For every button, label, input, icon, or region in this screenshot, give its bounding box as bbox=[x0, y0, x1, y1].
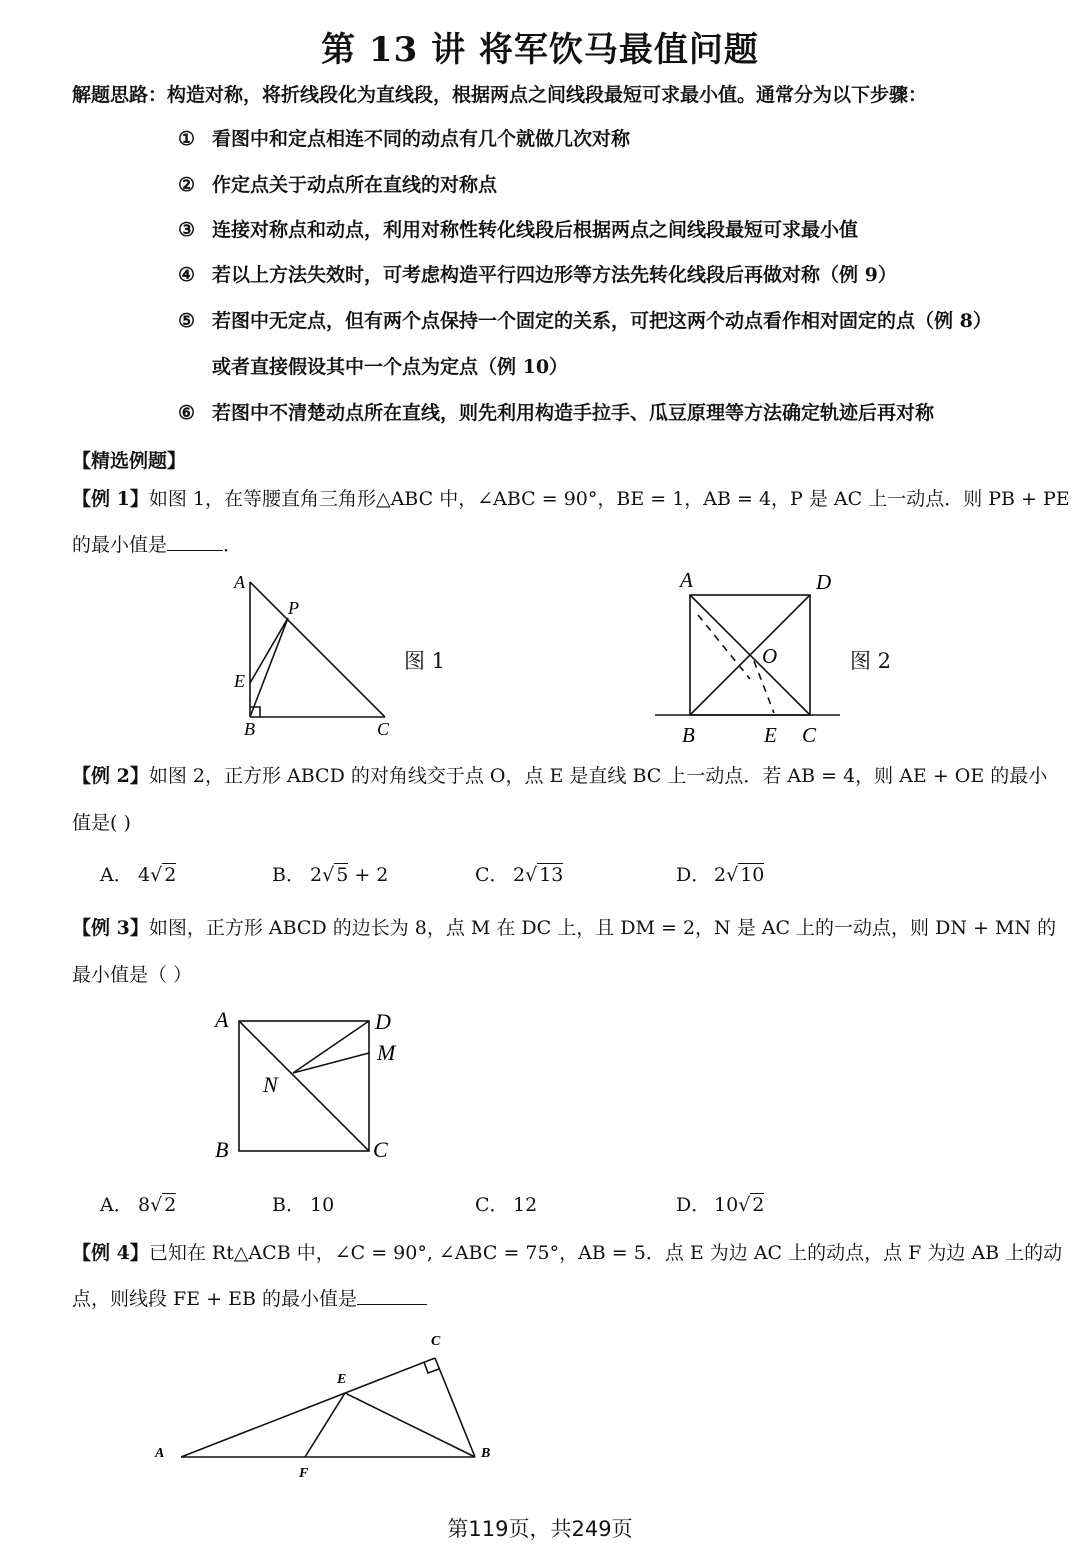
option-letter: D． bbox=[676, 864, 711, 886]
section-title: 【精选例题】 bbox=[72, 450, 187, 472]
figure-2-caption: 图 2 bbox=[850, 649, 892, 673]
option-tail: + 2 bbox=[348, 864, 389, 886]
step-2 bbox=[178, 170, 497, 197]
option-b[interactable]: B． 2√ 5 + 2 bbox=[272, 860, 388, 887]
label-c: C bbox=[377, 719, 390, 739]
option-letter: C． bbox=[475, 1194, 509, 1216]
label-a: A bbox=[680, 568, 693, 592]
figure-3 bbox=[205, 1003, 420, 1168]
option-coef: 4 bbox=[138, 864, 151, 886]
option-radicand: 5 bbox=[336, 864, 349, 886]
example-2-line-1 bbox=[72, 761, 1047, 788]
option-radicand: 13 bbox=[539, 864, 564, 886]
example-1-line-2 bbox=[72, 530, 242, 557]
label-d: D bbox=[816, 570, 832, 594]
step-5 bbox=[178, 306, 992, 333]
label-o: O bbox=[762, 644, 778, 668]
label-p: P bbox=[288, 598, 299, 618]
label-a: A bbox=[155, 1446, 165, 1461]
step-4 bbox=[178, 260, 897, 287]
example-2-line-2: 值是( ) bbox=[72, 812, 131, 834]
step-number: ① bbox=[178, 128, 196, 150]
step-number: ④ bbox=[178, 264, 196, 286]
step-3 bbox=[178, 215, 858, 242]
option-coef: 10 bbox=[714, 1194, 739, 1216]
option-coef: 2 bbox=[513, 864, 526, 886]
label-b: B bbox=[244, 719, 255, 739]
step-text: 连接对称点和动点，利用对称性转化线段后根据两点之间线段最短可求最小值 bbox=[212, 219, 859, 241]
option-c[interactable] bbox=[475, 1190, 537, 1217]
option-radicand: 2 bbox=[164, 1194, 177, 1216]
option-value: 10 bbox=[310, 1194, 335, 1216]
segment-dn bbox=[293, 1021, 369, 1073]
option-letter: B． bbox=[272, 864, 305, 886]
label-m: M bbox=[377, 1040, 396, 1065]
option-a[interactable]: A． 8√ 2 bbox=[100, 1190, 176, 1217]
step-number: ② bbox=[178, 174, 196, 196]
option-a[interactable]: A． 4√ 2 bbox=[100, 860, 176, 887]
diagonal-ac bbox=[239, 1021, 369, 1151]
label-c: C bbox=[373, 1137, 388, 1162]
example-tag: 【例 1】 bbox=[72, 488, 149, 510]
label-d: D bbox=[375, 1009, 391, 1034]
example-tag: 【例 4】 bbox=[72, 1242, 149, 1264]
question-text: 如图，正方形 ABCD 的边长为 8，点 M 在 DC 上，且 DM = 2，N 是 AC 上的一动点，则 DN + MN 的 bbox=[148, 917, 1057, 939]
question-text: 已知在 Rt△ACB 中，∠C = 90°, ∠ABC = 75°，AB = 5．点 E 为边 AC 上的动点，点 F 为边 AB 上的动 bbox=[148, 1242, 1063, 1264]
figure-4 bbox=[145, 1325, 515, 1485]
segment-pe bbox=[250, 618, 288, 683]
label-a: A bbox=[234, 572, 245, 592]
example-4-line-1 bbox=[72, 1238, 1062, 1265]
question-text: 如图 1，在等腰直角三角形△ABC 中，∠ABC = 90°，BE = 1，AB = 4，P 是 AC 上一动点．则 PB + PE bbox=[148, 488, 1070, 510]
option-d[interactable]: D． 2√ 10 bbox=[676, 860, 764, 887]
option-radicand: 2 bbox=[752, 1194, 765, 1216]
label-b: B bbox=[682, 723, 695, 747]
label-c: C bbox=[802, 723, 817, 747]
label-e: E bbox=[337, 1372, 347, 1387]
label-c: C bbox=[431, 1334, 441, 1349]
option-letter: A． bbox=[100, 1194, 133, 1216]
step-number: ⑥ bbox=[178, 402, 196, 424]
step-text: 看图中和定点相连不同的动点有几个就做几次对称 bbox=[212, 128, 631, 150]
example-4-line-2 bbox=[72, 1284, 427, 1311]
example-1-line-1 bbox=[72, 484, 1070, 511]
option-letter: D． bbox=[676, 1194, 711, 1216]
option-radicand: 10 bbox=[740, 864, 765, 886]
figure-1 bbox=[220, 570, 400, 740]
answer-blank bbox=[167, 532, 223, 551]
figure-1-caption: 图 1 bbox=[404, 649, 446, 673]
option-value: 12 bbox=[513, 1194, 538, 1216]
label-e: E bbox=[764, 723, 777, 747]
step-1 bbox=[178, 124, 630, 151]
method-intro: 解题思路：构造对称，将折线段化为直线段，根据两点之间线段最短可求最小值。通常分为以下步骤： bbox=[72, 84, 928, 106]
step-text: 若以上方法失效时，可考虑构造平行四边形等方法先转化线段后再做对称（例 9） bbox=[212, 264, 897, 286]
option-b[interactable] bbox=[272, 1190, 334, 1217]
segment-ac bbox=[181, 1358, 435, 1457]
segment-eb bbox=[345, 1393, 475, 1457]
step-number: ⑤ bbox=[178, 310, 196, 332]
label-b: B bbox=[215, 1137, 229, 1162]
option-coef: 8 bbox=[138, 1194, 151, 1216]
example-tag: 【例 3】 bbox=[72, 917, 149, 939]
segment-ef bbox=[305, 1393, 345, 1457]
label-n: N bbox=[263, 1072, 278, 1097]
example-3-line-1 bbox=[72, 913, 1056, 940]
step-5-continued: 或者直接假设其中一个点为定点（例 10） bbox=[212, 356, 569, 378]
option-letter: A． bbox=[100, 864, 133, 886]
page-footer: 第119页，共249页 bbox=[447, 1517, 633, 1541]
option-coef: 2 bbox=[714, 864, 727, 886]
figure-2 bbox=[650, 565, 850, 750]
label-f: F bbox=[299, 1466, 309, 1481]
question-text: 如图 2，正方形 ABCD 的对角线交于点 O，点 E 是直线 BC 上一动点．若 AB = 4，则 AE + OE 的最小 bbox=[148, 765, 1048, 787]
segment-pb bbox=[250, 618, 288, 717]
option-coef: 2 bbox=[310, 864, 323, 886]
answer-blank bbox=[357, 1286, 427, 1305]
label-b: B bbox=[481, 1446, 491, 1461]
label-e: E bbox=[234, 671, 245, 691]
step-text: 若图中无定点，但有两个点保持一个固定的关系，可把这两个动点看作相对固定的点（例 8） bbox=[212, 310, 992, 332]
step-number: ③ bbox=[178, 219, 196, 241]
example-3-line-2: 最小值是（ ） bbox=[72, 964, 193, 986]
option-letter: C． bbox=[475, 864, 509, 886]
question-text-end: ． bbox=[223, 534, 243, 556]
step-text: 作定点关于动点所在直线的对称点 bbox=[212, 174, 498, 196]
example-tag: 【例 2】 bbox=[72, 765, 149, 787]
page-title: 第 13 讲 将军饮马最值问题 bbox=[321, 30, 759, 70]
step-6 bbox=[178, 398, 934, 425]
question-text: 点，则线段 FE + EB 的最小值是 bbox=[72, 1288, 357, 1310]
step-text: 若图中不清楚动点所在直线，则先利用构造手拉手、瓜豆原理等方法确定轨迹后再对称 bbox=[212, 402, 935, 424]
question-text: 的最小值是 bbox=[72, 534, 168, 556]
option-letter: B． bbox=[272, 1194, 305, 1216]
option-radicand: 2 bbox=[164, 864, 177, 886]
label-a: A bbox=[215, 1007, 229, 1032]
segment-mn bbox=[293, 1053, 369, 1073]
option-d[interactable]: D． 10√ 2 bbox=[676, 1190, 764, 1217]
segment-cb bbox=[435, 1358, 475, 1457]
option-c[interactable]: C． 2√ 13 bbox=[475, 860, 563, 887]
